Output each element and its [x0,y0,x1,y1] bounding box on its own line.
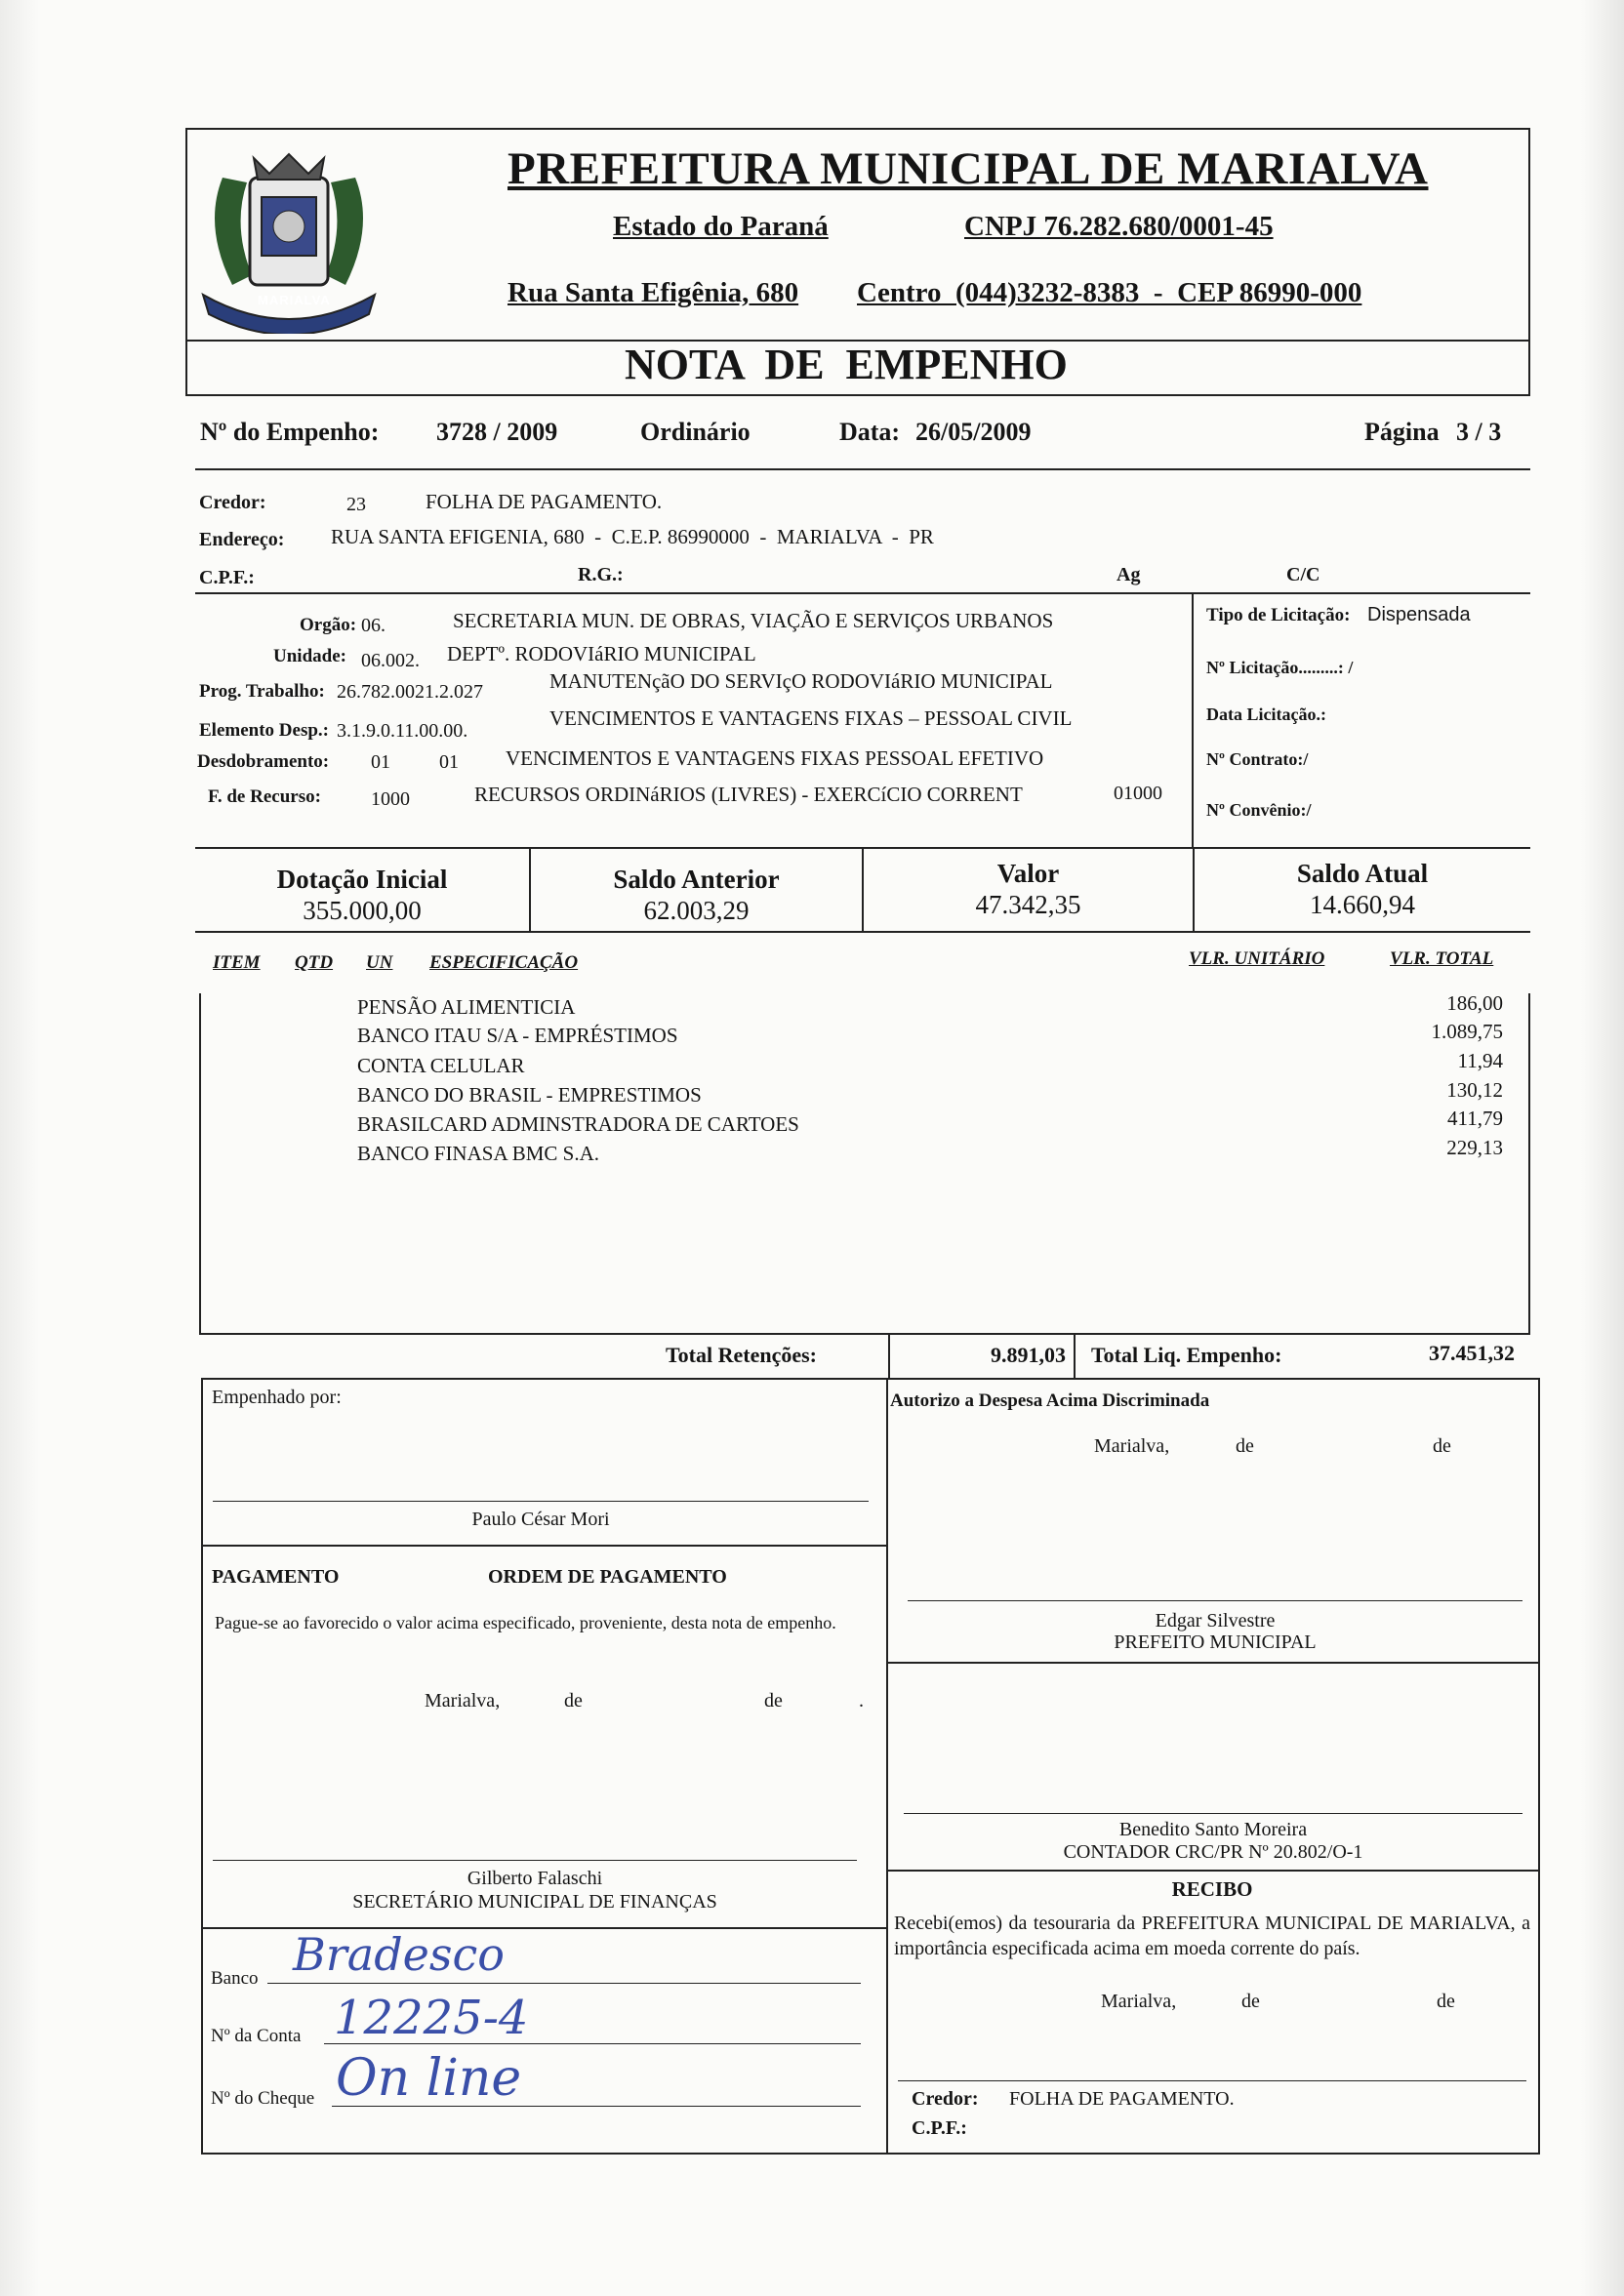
dotacao-value: 355.000,00 [303,896,422,925]
bottom-center-divider [886,1378,888,2153]
list-item: BANCO ITAU S/A - EMPRÉSTIMOS [357,1024,678,1047]
conta-handwritten: 12225-4 [334,1991,529,2045]
list-item-total: 11,94 [1457,1049,1503,1072]
licitacao-type-label: Tipo de Licitação: [1206,605,1351,625]
address: Rua Santa Efigênia, 680 [508,277,799,308]
recibo-credor-label: Credor: [912,2088,979,2110]
list-item: PENSÃO ALIMENTICIA [357,995,576,1019]
column-header-total: VLR. TOTAL [1390,948,1494,969]
totals-top-line [199,1333,1530,1335]
contador-signature-line [904,1813,1522,1814]
recibo-credor-value: FOLHA DE PAGAMENTO. [1009,2088,1235,2110]
list-item-total: 186,00 [1446,991,1503,1015]
recurso-label: F. de Recurso: [208,786,321,807]
list-item-total: 1.089,75 [1431,1020,1503,1043]
banco-label: Banco [211,1968,259,1989]
pagamento-divider [201,1545,887,1547]
items-left-border [199,993,201,1335]
totals-divider-1 [888,1333,890,1380]
contador-title: CONTADOR CRC/PR Nº 20.802/O-1 [1063,1841,1363,1863]
desdobramento-name: VENCIMENTOS E VANTAGENS FIXAS PESSOAL EFETIVO [506,746,1044,770]
credor-label: Credor: [199,492,266,513]
cpf-label: C.P.F.: [199,567,255,588]
prog-code: 26.782.0021.2.027 [337,681,483,703]
column-header-qtd: QTD [295,952,334,973]
prog-name: MANUTENçãO DO SERVIçO RODOVIáRIO MUNICIPAL [549,669,1053,693]
saldo-atual-label: Saldo Atual [1296,859,1429,888]
saldo-anterior-label: Saldo Anterior [613,865,780,894]
autorizo-label: Autorizo a Despesa Acima Discriminada [890,1390,1210,1411]
licitacao-date: Data Licitação.: [1206,705,1326,724]
cheque-handwritten: On line [336,2049,522,2108]
list-item-total: 130,12 [1446,1078,1503,1102]
date-value: 26/05/2009 [915,418,1032,446]
licitacao-type-value: Dispensada [1367,604,1471,625]
prefeito-signature-line [908,1600,1522,1601]
page-label: Página [1364,418,1440,446]
secretario-signature-line [213,1860,857,1861]
unidade-name: DEPTº. RODOVIáRIO MUNICIPAL [447,642,756,665]
licitacao-number: Nº Licitação.........: / [1206,658,1354,677]
contador-divider [886,1870,1538,1872]
list-item: BANCO DO BRASIL - EMPRESTIMOS [357,1083,702,1107]
pague-de-2: de [764,1690,783,1712]
liq-empenho-value: 37.451,32 [1429,1341,1515,1365]
empenhado-signature-line [213,1501,869,1502]
recibo-signature-line [898,2080,1526,2081]
pague-text: Pague-se ao favorecido o valor acima especificado, proveniente, desta nota de empenho. [215,1613,836,1632]
recurso-code: 1000 [371,788,410,810]
cheque-label: Nº do Cheque [211,2088,315,2109]
items-right-border [1528,993,1530,1335]
endereco-label: Endereço: [199,529,285,550]
orgao-code: 06. [361,615,386,636]
conta-label: Nº da Conta [211,2026,302,2046]
recurso-name: RECURSOS ORDINáRIOS (LIVRES) - EXERCíCIO CORRENT [474,783,1023,806]
list-item: BRASILCARD ADMINSTRADORA DE CARTOES [357,1112,799,1136]
secretario-name: Gilberto Falaschi [467,1868,603,1889]
autorizo-place: Marialva, [1094,1435,1170,1457]
ordem-label: ORDEM DE PAGAMENTO [488,1566,727,1588]
seal-text: MARIALVA [258,293,331,307]
valor-value: 47.342,35 [975,890,1081,919]
ag-label: Ag [1116,564,1141,585]
desdobramento-label: Desdobramento: [197,751,330,772]
liq-empenho-label: Total Liq. Empenho: [1091,1343,1282,1367]
desdobramento-code-1: 01 [371,751,390,773]
address-rest: Centro (044)3232-8383 - CEP 86990-000 [857,277,1362,308]
recibo-title: RECIBO [1171,1877,1253,1901]
date-label: Data: [839,418,901,446]
pague-de-1: de [564,1690,583,1712]
page-title: PREFEITURA MUNICIPAL DE MARIALVA [508,143,1429,194]
empenho-type: Ordinário [640,418,751,446]
banco-line [267,1983,861,1984]
pague-dot: . [859,1690,864,1712]
banco-handwritten: Bradesco [293,1928,505,1981]
column-header-unit-value: VLR. UNITÁRIO [1189,948,1325,969]
autorizo-de-2: de [1433,1435,1451,1457]
list-item-total: 229,13 [1446,1136,1503,1159]
unidade-label: Unidade: [273,646,346,666]
empenhado-label: Empenhado por: [212,1387,342,1408]
rg-label: R.G.: [578,564,624,585]
column-header-un: UN [366,952,393,973]
recibo-place: Marialva, [1101,1991,1177,2012]
pagamento-label: PAGAMENTO [212,1566,340,1588]
recibo-text: Recebi(emos) da tesouraria da PREFEITURA MUNICIPAL DE MARIALVA, a importância especificada acima em moeda corrente do país. [894,1913,1530,1959]
saldo-atual-value: 14.660,94 [1310,890,1415,919]
coat-of-arms-logo [193,139,385,334]
retencoes-label: Total Retenções: [666,1343,817,1367]
elemento-label: Elemento Desp.: [199,720,329,741]
recibo-cpf-label: C.P.F.: [912,2117,967,2139]
dotacao-label: Dotação Inicial [276,865,448,894]
retencoes-value: 9.891,03 [991,1343,1066,1367]
contrato-label: Nº Contrato:/ [1206,749,1309,769]
recurso-extra-code: 01000 [1114,783,1162,804]
licitacao-divider [1192,592,1194,848]
cc-label: C/C [1286,564,1320,585]
cnpj: CNPJ 76.282.680/0001-45 [964,211,1274,242]
valor-label: Valor [996,859,1060,888]
orgao-name: SECRETARIA MUN. DE OBRAS, VIAÇÃO E SERVIÇOS URBANOS [453,609,1054,632]
list-item-total: 411,79 [1447,1107,1503,1130]
list-item: BANCO FINASA BMC S.A. [357,1142,599,1165]
recibo-de-1: de [1241,1991,1260,2012]
totals-divider-2 [1074,1333,1076,1380]
column-header-spec: ESPECIFICAÇÃO [429,952,579,973]
orgao-label: Orgão: [300,615,357,635]
prefeito-name: Edgar Silvestre [1155,1610,1276,1631]
elemento-code: 3.1.9.0.11.00.00. [337,720,468,742]
convenio-label: Nº Convênio:/ [1206,800,1312,820]
credor-name: FOLHA DE PAGAMENTO. [426,490,663,513]
secretario-title: SECRETÁRIO MUNICIPAL DE FINANÇAS [352,1891,717,1913]
prog-label: Prog. Trabalho: [199,681,325,702]
credor-code: 23 [346,494,366,515]
endereco-value: RUA SANTA EFIGENIA, 680 - C.E.P. 86990000 - MARIALVA - PR [331,525,934,548]
unidade-code: 06.002. [361,650,420,671]
state-name: Estado do Paraná [613,211,829,242]
empenhado-name: Paulo César Mori [471,1509,610,1530]
elemento-name: VENCIMENTOS E VANTAGENS FIXAS – PESSOAL CIVIL [549,706,1073,730]
prefeito-title: PREFEITO MUNICIPAL [1114,1631,1317,1653]
contador-name: Benedito Santo Moreira [1118,1819,1308,1840]
column-header-item: ITEM [213,952,261,973]
balance-bottom-line [195,931,1530,933]
empenho-label: Nº do Empenho: [200,418,380,446]
empenho-number: 3728 / 2009 [436,418,558,446]
prefeito-divider [886,1662,1538,1664]
desdobramento-code-2: 01 [439,751,459,773]
saldo-anterior-value: 62.003,29 [643,896,750,925]
autorizo-de-1: de [1236,1435,1254,1457]
document-title: NOTA DE EMPENHO [625,341,1068,388]
list-item: CONTA CELULAR [357,1054,525,1077]
creditor-divider [195,592,1530,594]
pague-place: Marialva, [425,1690,501,1712]
summary-divider [195,468,1530,470]
recibo-de-2: de [1437,1991,1455,2012]
page-number: 3 / 3 [1456,418,1502,446]
